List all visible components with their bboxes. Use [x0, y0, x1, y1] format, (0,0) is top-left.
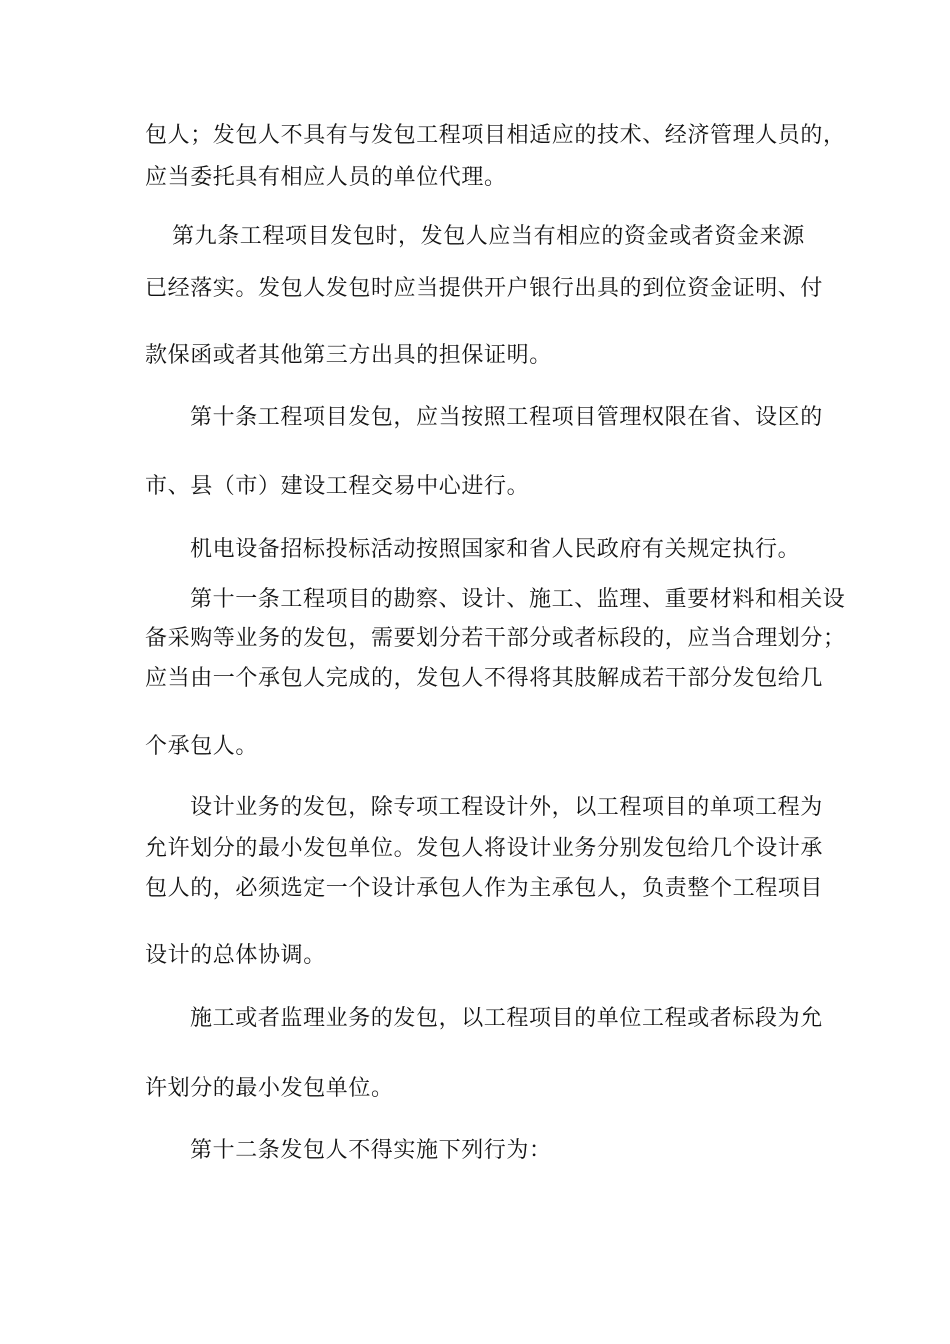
text-line: 已经落实。发包人发包时应当提供开户银行出具的到位资金证明、付 [145, 276, 824, 301]
text-line: 包人的，必须选定一个设计承包人作为主承包人，负责整个工程项目 [145, 876, 824, 901]
text-line: 备采购等业务的发包，需要划分若干部分或者标段的，应当合理划分； [145, 626, 846, 651]
text-line: 款保函或者其他第三方出具的担保证明。 [145, 343, 552, 368]
text-line: 应当委托具有相应人员的单位代理。 [145, 165, 507, 190]
text-line: 应当由一个承包人完成的，发包人不得将其肢解成若干部分发包给几 [145, 666, 824, 691]
text-line: 第十条工程项目发包，应当按照工程项目管理权限在省、设区的 [190, 405, 823, 430]
text-line: 第十二条发包人不得实施下列行为： [190, 1138, 552, 1163]
text-line: 施工或者监理业务的发包，以工程项目的单位工程或者标段为允 [190, 1006, 823, 1031]
text-line: 个承包人。 [145, 734, 259, 759]
text-line: 机电设备招标投标活动按照国家和省人民政府有关规定执行。 [190, 537, 801, 562]
text-line: 允许划分的最小发包单位。发包人将设计业务分别发包给几个设计承 [145, 836, 824, 861]
text-line: 第十一条工程项目的勘察、设计、施工、监理、重要材料和相关设 [190, 587, 846, 612]
text-line: 包人；发包人不具有与发包工程项目相适应的技术、经济管理人员的， [145, 123, 846, 148]
text-line: 设计的总体协调。 [145, 943, 326, 968]
text-line: 许划分的最小发包单位。 [145, 1076, 394, 1101]
text-line: 市、县（市）建设工程交易中心进行。 [145, 474, 530, 499]
text-line: 设计业务的发包，除专项工程设计外，以工程项目的单项工程为 [190, 795, 823, 820]
text-line: 第九条工程项目发包时，发包人应当有相应的资金或者资金来源 [172, 224, 805, 249]
